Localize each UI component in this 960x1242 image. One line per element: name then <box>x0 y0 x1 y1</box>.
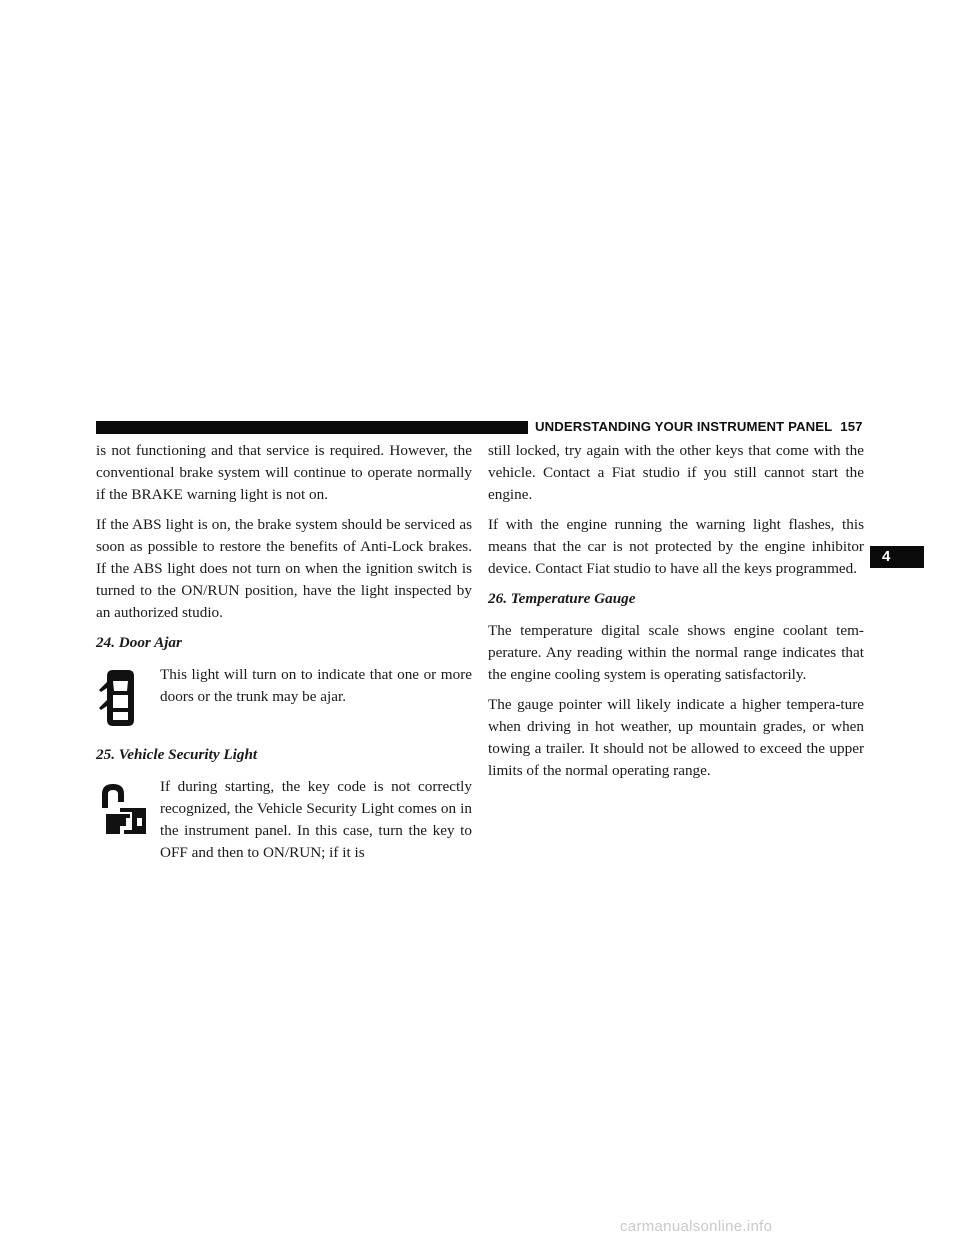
paragraph: If the ABS light is on, the brake system should be serviced as soon as possible to restore the benefits of Anti-Lock brakes. If the ABS light does not turn on when the ignition switch is turned to the ON/RUN position, have the light inspected by an authorized studio. <box>96 516 472 621</box>
section-heading-temperature: 26. Temperature Gauge <box>488 590 636 607</box>
paragraph: If with the engine running the warning light flashes, this means that the car is not protected by the engine inhibitor device. Contact Fiat studio to have all the keys programmed. <box>488 516 864 577</box>
left-column <box>96 440 472 872</box>
watermark: carmanualsonline.info <box>620 1218 773 1235</box>
chapter-tab: 4 <box>870 546 924 568</box>
page-number: 157 <box>840 419 863 434</box>
vehicle-security-icon <box>96 776 152 843</box>
paragraph: The temperature digital scale shows engine coolant tem-perature. Any reading within the normal range indicates that the engine cooling system is operating satisfactorily. <box>488 622 864 683</box>
section-heading-security: 25. Vehicle Security Light <box>96 746 258 763</box>
door-ajar-block <box>96 664 472 738</box>
security-description: If during starting, the key code is not correctly recognized, the Vehicle Security Light comes on in the instrument panel. In this case, turn the key to OFF and then to ON/RUN; if it is <box>160 778 472 861</box>
paragraph: still locked, try again with the other keys that come with the vehicle. Contact a Fiat studio if you still cannot start the engine. <box>488 442 864 503</box>
section-heading-door-ajar: 24. Door Ajar <box>96 634 182 651</box>
door-ajar-icon <box>96 664 144 737</box>
header-rule <box>96 421 528 434</box>
page-header <box>535 419 863 434</box>
section-title: UNDERSTANDING YOUR INSTRUMENT PANEL <box>535 419 833 434</box>
security-block <box>96 776 472 864</box>
right-column <box>488 440 864 790</box>
paragraph: is not functioning and that service is required. However, the conventional brake system will continue to operate normally if the BRAKE warning light is not on. <box>96 442 472 503</box>
paragraph: The gauge pointer will likely indicate a higher tempera-ture when driving in hot weather, up mountain grades, or when towing a trailer. It should not be allowed to exceed the upper limits of the normal operating range. <box>488 696 864 779</box>
door-ajar-description: This light will turn on to indicate that one or more doors or the trunk may be ajar. <box>160 666 472 705</box>
